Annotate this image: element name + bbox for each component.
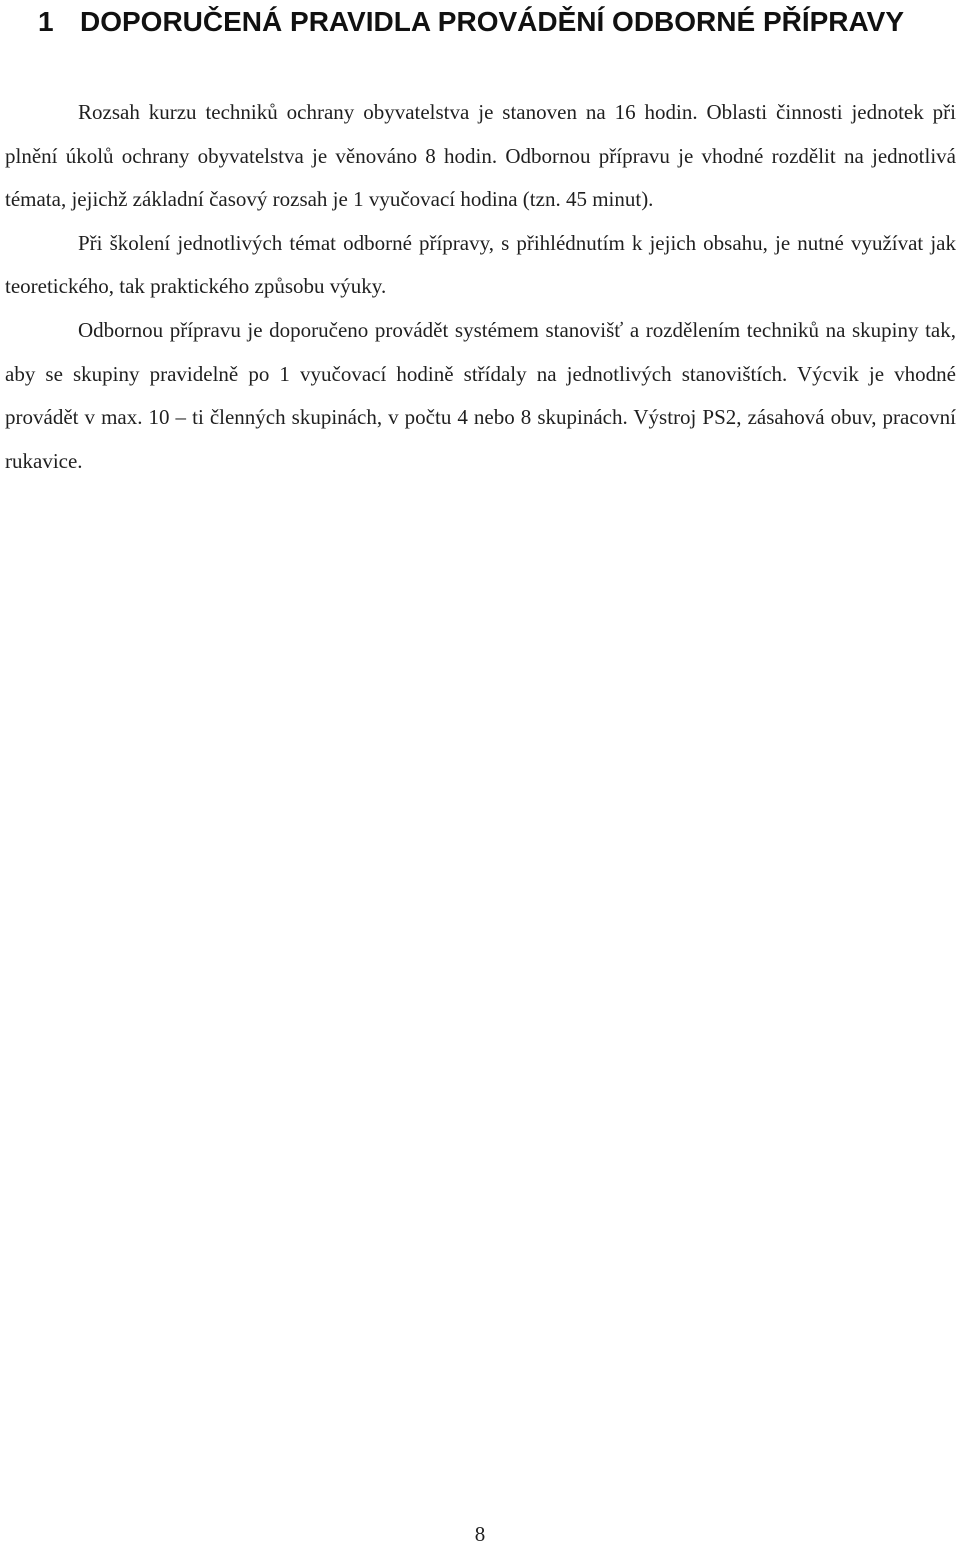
page-number: 8 (474, 1522, 486, 1546)
paragraph-course-scope: Rozsah kurzu techniků ochrany obyvatelstva je stanoven na 16 hodin. Oblasti činnosti jednotek při plnění úkolů ochrany obyvatelstva je věnováno 8 hodin. Odbornou přípravu je vhodné rozdělit na jednotlivá témata, jejichž základní časový rozsah je 1 vyučovací hodina (tzn. 45 minut). (5, 100, 956, 212)
section-number: 1 (38, 6, 54, 37)
paragraph-training-methods: Při školení jednotlivých témat odborné přípravy, s přihlédnutím k jejich obsahu, je nutné využívat jak teoretického, tak praktického způsobu výuky. (5, 230, 956, 299)
section-heading (38, 2, 904, 42)
section-title: DOPORUČENÁ PRAVIDLA PROVÁDĚNÍ ODBORNÉ PŘÍPRAVY (80, 6, 905, 37)
body-text (5, 91, 956, 483)
paragraph-station-system: Odbornou přípravu je doporučeno provádět systémem stanovišť a rozdělením techniků na skupiny tak, aby se skupiny pravidelně po 1 vyučovací hodině střídaly na jednotlivých stanovištích. Výcvik je vhodné provádět v max. 10 – ti členných skupinách, v počtu 4 nebo 8 skupinách. Výstroj PS2, zásahová obuv, pracovní rukavice. (5, 317, 956, 473)
